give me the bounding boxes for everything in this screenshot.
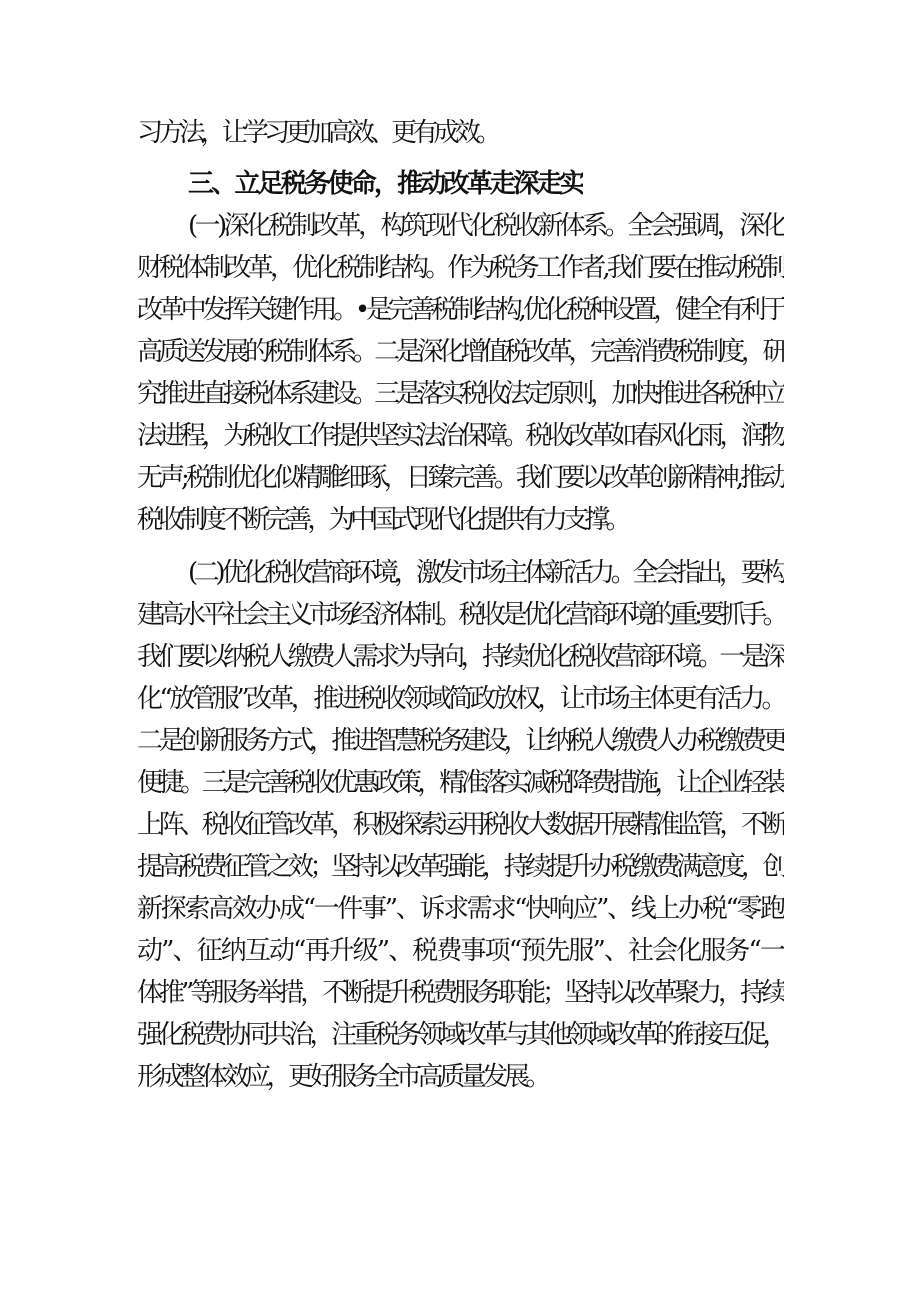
paragraph-2-line: 便捷。三是完善税收优惠政策，精准落实减税降费措施，让企业轻装: [137, 768, 784, 798]
paragraph-1-line: 究推进直接税体系建设。三是落实税收法定原则，加快推进各税种立: [137, 379, 784, 409]
continuation-line: 习方法，让学习更加高效、更有成效。: [137, 118, 497, 148]
paragraph-2-line: 体推”等服务举措，不断提升税费服务职能；坚持以改革聚力，持续: [137, 978, 784, 1008]
paragraph-2-line: (二)优化税收营商环境，激发市场主体新活力。全会指出，要构: [188, 558, 784, 588]
paragraph-1-line: 税收制度不断完善，为中国式现代化提供有力支撑。: [137, 505, 627, 535]
paragraph-2-line: 化“放管服”改革，推进税收领域简政放权，让市场主体更有活力。: [137, 684, 784, 714]
paragraph-2-line: 上阵、税收征管改革，积极探索运用税收大数据开展精准监管，不断: [137, 810, 784, 840]
paragraph-2-line: 我们要以纳税人缴费人需求为导向，持续优化税收营商环境。一是深: [137, 642, 784, 672]
paragraph-2-line: 形成整体效应，更好服务全市高质量发展。: [137, 1062, 547, 1092]
paragraph-2-line: 强化税费协同共治，注重税务领域改革与其他领域改革的衔接互促，: [137, 1020, 784, 1050]
paragraph-2-line: 动”、征纳互动“再升级”、税费事项“预先服”、社会化服务“一: [137, 936, 784, 966]
paragraph-2-line: 建高水平社会主义市场经济体制。税收是优化营商环境的重:要抓手。: [137, 600, 784, 630]
paragraph-1-line: 高质送发展的税制体系。二是深化增值税改革，完善消费税制度，研: [137, 337, 784, 367]
paragraph-1-line: 财税体制改革，优化税制结构。作为税务工作者,我们要在推动税制: [137, 253, 784, 283]
paragraph-1-line: 法进程，为税收工作提供坚实法治保障。税收改革如春风化雨，润物: [137, 421, 784, 451]
section-heading: 三、立足税务使命，推动改革走深走实: [188, 169, 583, 199]
paragraph-2-line: 二是创新服务方式，推进智慧税务建设，让纳税人缴费人办税缴费更: [137, 726, 784, 756]
paragraph-1-line: (一)深化税制改革，构筑现代化税收新体系。全会强调，深化: [188, 211, 784, 241]
paragraph-2-line: 新探索高效办成“一件事”、诉求需求“快响应”、线上办税“零跑: [137, 894, 784, 924]
paragraph-1-line: 无声;税制优化似精雕细琢，日臻完善。我们要以改革创新精神,推动: [137, 463, 784, 493]
paragraph-2-line: 提高税费征管之效；坚持以改革强能，持续提升办税缴费满意度，创: [137, 852, 784, 882]
paragraph-1-line: 改革中发挥关键作用。•是完善税制结构,优化税种设置，健全有利于: [137, 295, 784, 325]
